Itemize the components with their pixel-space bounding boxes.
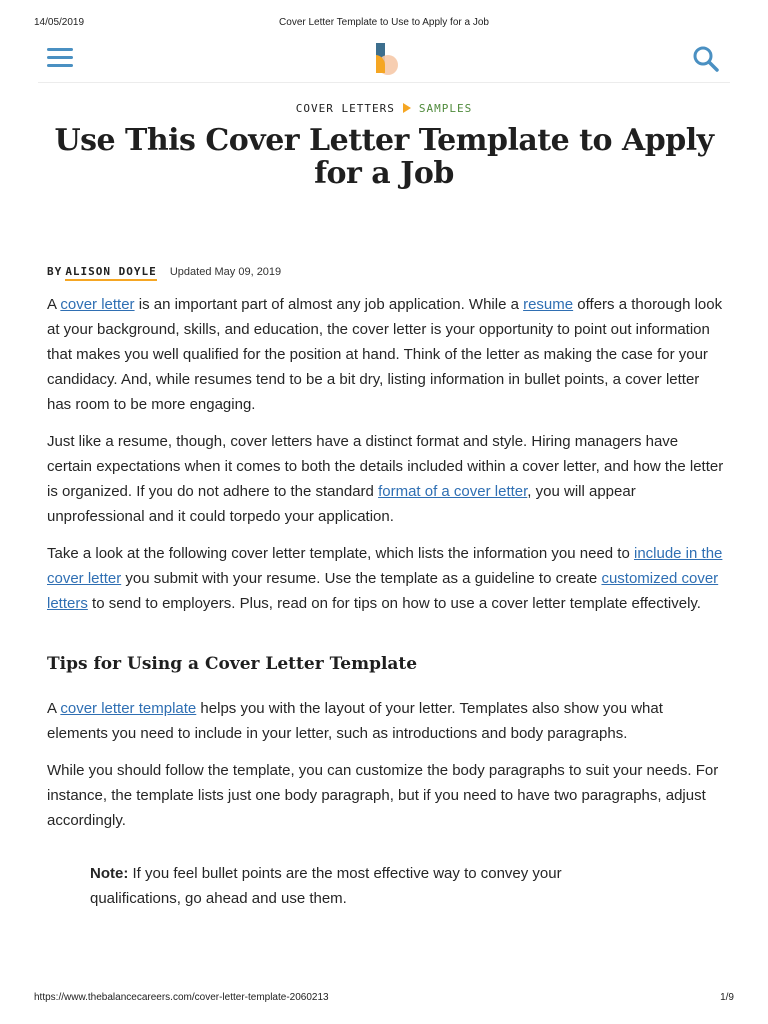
link-customized-cover-letters[interactable]: customized cover letters xyxy=(47,570,719,612)
link-format-of-cover-letter[interactable]: format of a cover letter xyxy=(378,483,528,500)
the-balance-logo-icon[interactable] xyxy=(368,41,400,77)
site-header xyxy=(38,38,730,83)
article-body xyxy=(47,292,727,911)
byline-prefix: BY xyxy=(47,265,63,278)
note-label: Note: xyxy=(90,865,129,882)
note-callout xyxy=(90,861,650,911)
note-text: If you feel bullet points are the most effective way to convey your qualifications, go ahead and use them. xyxy=(90,865,562,907)
breadcrumb-arrow-icon xyxy=(403,103,411,113)
hamburger-menu-icon[interactable] xyxy=(47,48,73,68)
breadcrumb-cover-letters[interactable]: COVER LETTERS xyxy=(295,102,395,115)
text: A xyxy=(47,296,61,313)
updated-date: Updated May 09, 2019 xyxy=(169,266,282,278)
text: , you will appear unprofessional and it could torpedo your application. xyxy=(47,483,636,525)
text: to send to employers. Plus, read on for tips on how to use a cover letter template effectively. xyxy=(87,595,701,612)
print-title: Cover Letter Template to Use to Apply for a Job xyxy=(279,17,489,28)
print-footer xyxy=(34,992,734,1006)
link-include-in-cover-letter[interactable]: include in the cover letter xyxy=(47,545,723,587)
page-title: Use This Cover Letter Template to Apply for a Job xyxy=(54,123,714,191)
text: offers a thorough look at your background, skills, and education, the cover letter is your opportunity to point out information that makes you well qualified for the position at hand. Think of the letter as making the case for your candidacy. And, while resumes tend to be a bit dry, listing information in bullet points, a cover letter has room to be more engaging. xyxy=(47,296,723,413)
link-cover-letter-template[interactable]: cover letter template xyxy=(60,700,197,717)
link-resume[interactable]: resume xyxy=(523,296,574,313)
text: Take a look at the following cover letter template, which lists the information you need to xyxy=(47,545,634,562)
print-page-number: 1/9 xyxy=(720,992,734,1003)
breadcrumb xyxy=(0,102,768,115)
breadcrumb-samples[interactable]: SAMPLES xyxy=(418,102,473,115)
byline xyxy=(47,265,281,278)
paragraph-1 xyxy=(47,292,727,417)
search-icon[interactable] xyxy=(692,45,720,73)
paragraph-3 xyxy=(47,541,727,616)
text: is an important part of almost any job application. While a xyxy=(134,296,524,313)
print-url: https://www.thebalancecareers.com/cover-letter-template-2060213 xyxy=(34,992,329,1003)
link-cover-letter[interactable]: cover letter xyxy=(60,296,135,313)
paragraph-2 xyxy=(47,429,727,529)
print-header xyxy=(34,17,734,31)
text: you submit with your resume. Use the template as a guideline to create xyxy=(121,570,602,587)
section-heading: Tips for Using a Cover Letter Template xyxy=(47,654,418,674)
paragraph-5: While you should follow the template, you can customize the body paragraphs to suit your needs. For instance, the template lists just one body paragraph, but if you need to have two paragraphs, adjust accordingly. xyxy=(47,762,719,829)
paragraph-4 xyxy=(47,696,727,746)
text: A xyxy=(47,700,61,717)
print-date: 14/05/2019 xyxy=(34,17,85,28)
author-link[interactable]: ALISON DOYLE xyxy=(65,265,156,281)
text: Just like a resume, though, cover letters have a distinct format and style. Hiring managers have certain expectations when it comes to both the details included within a cover letter, and how the letter is organized. If you do not adhere to the standard xyxy=(47,433,724,500)
text: helps you with the layout of your letter. Templates also show you what elements you need to include in your letter, such as introductions and body paragraphs. xyxy=(47,700,663,742)
